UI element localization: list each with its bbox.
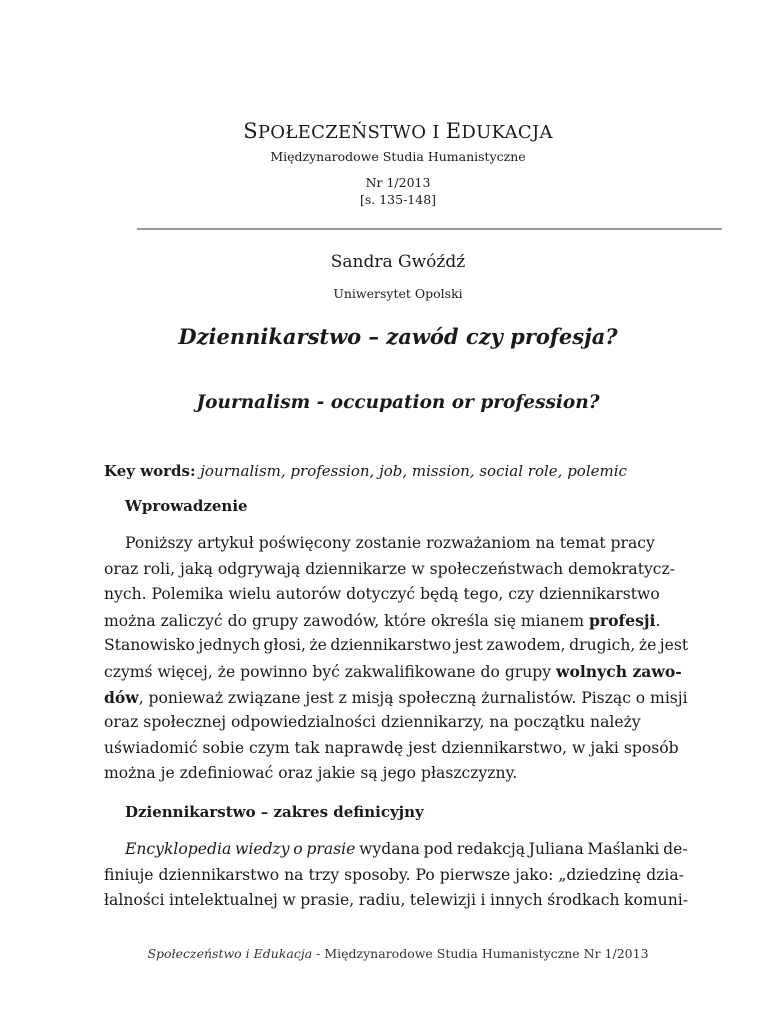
text-run: czymś więcej, że powinno być zakwalifikowane do grupy [104, 663, 557, 681]
section-heading-definition: Dziennikarstwo – zakres definicyjny [125, 803, 424, 821]
text-line [104, 736, 688, 761]
footer-rest: - Międzynarodowe Studia Humanistyczne Nr 1/2013 [312, 946, 649, 961]
bold-term: dów [104, 687, 139, 707]
text-line [125, 531, 688, 556]
section-heading-intro: Wprowadzenie [125, 497, 248, 515]
text-run: uświadomić sobie czym tak naprawdę jest dziennikarstwo, w jaki sposób [104, 738, 679, 757]
issue-number: Nr 1/2013 [365, 175, 431, 190]
text-run: można je zdefiniować oraz jakie są jego płaszczyzny. [104, 764, 518, 783]
page-range: [s. 135-148] [359, 192, 437, 207]
text-run: oraz roli, jaką odgrywają dziennikarze w społeczeństwach demokratycz- [104, 559, 676, 578]
text-run: oraz społecznej odpowiedzialności dziennikarzy, na początku należy [104, 713, 641, 732]
text-line [104, 863, 688, 888]
bold-term: profesji [588, 610, 656, 630]
header-divider [137, 228, 722, 230]
text-run: nych. Polemika wielu autorów dotyczyć będą tego, czy dziennikarstwo [104, 585, 660, 604]
text-run: , ponieważ związane jest z misją społeczną żurnalistów. Pisząc o misji [138, 688, 688, 707]
text-run: można zaliczyć do grupy zawodów, które określa się mianem [104, 611, 589, 630]
text-line [104, 633, 688, 658]
article-title-polish: Dziennikarstwo – zawód czy profesja? [178, 324, 618, 349]
journal-title: SPOŁECZEŃSTWO I EDUKACJA [243, 119, 553, 143]
text-line [104, 557, 688, 582]
text-line [104, 582, 688, 607]
text-line [104, 685, 688, 710]
text-line [104, 888, 688, 913]
text-line [125, 837, 688, 862]
text-run: finiuje dziennikarstwo na trzy sposoby. Po pierwsze jako: „dziedzinę dzia- [104, 865, 684, 884]
text-line [104, 761, 688, 786]
author-affiliation: Uniwersytet Opolski [333, 286, 463, 301]
keywords [104, 462, 688, 480]
text-run: wydana pod redakcją Juliana Maślanki de- [355, 840, 688, 858]
italic-title: Encyklopedia wiedzy o prasie [125, 840, 356, 858]
text-run: . [655, 611, 661, 630]
footer-journal-name: Społeczeństwo i Edukacja [147, 946, 313, 961]
keywords-label: Key words: [104, 462, 196, 480]
text-run: łalności intelektualnej w prasie, radiu, telewizji i innych środkach komuni- [104, 891, 688, 910]
text-run: Poniższy artykuł poświęcony zostanie rozważaniom na temat pracy [125, 534, 655, 552]
article-title-english: Journalism - occupation or profession? [196, 392, 600, 413]
bold-term: wolnych zawo- [556, 662, 682, 681]
journal-subtitle: Międzynarodowe Studia Humanistyczne [270, 149, 526, 164]
text-run: Stanowisko jednych głosi, że dziennikarstwo jest zawodem, drugich, że jest [104, 636, 688, 655]
keywords-list: journalism, profession, job, mission, social role, polemic [200, 462, 627, 480]
text-line [104, 608, 688, 633]
text-line [104, 659, 688, 684]
page-footer [0, 946, 768, 961]
author-name: Sandra Gwóźdź [330, 252, 466, 272]
text-line [104, 710, 688, 735]
